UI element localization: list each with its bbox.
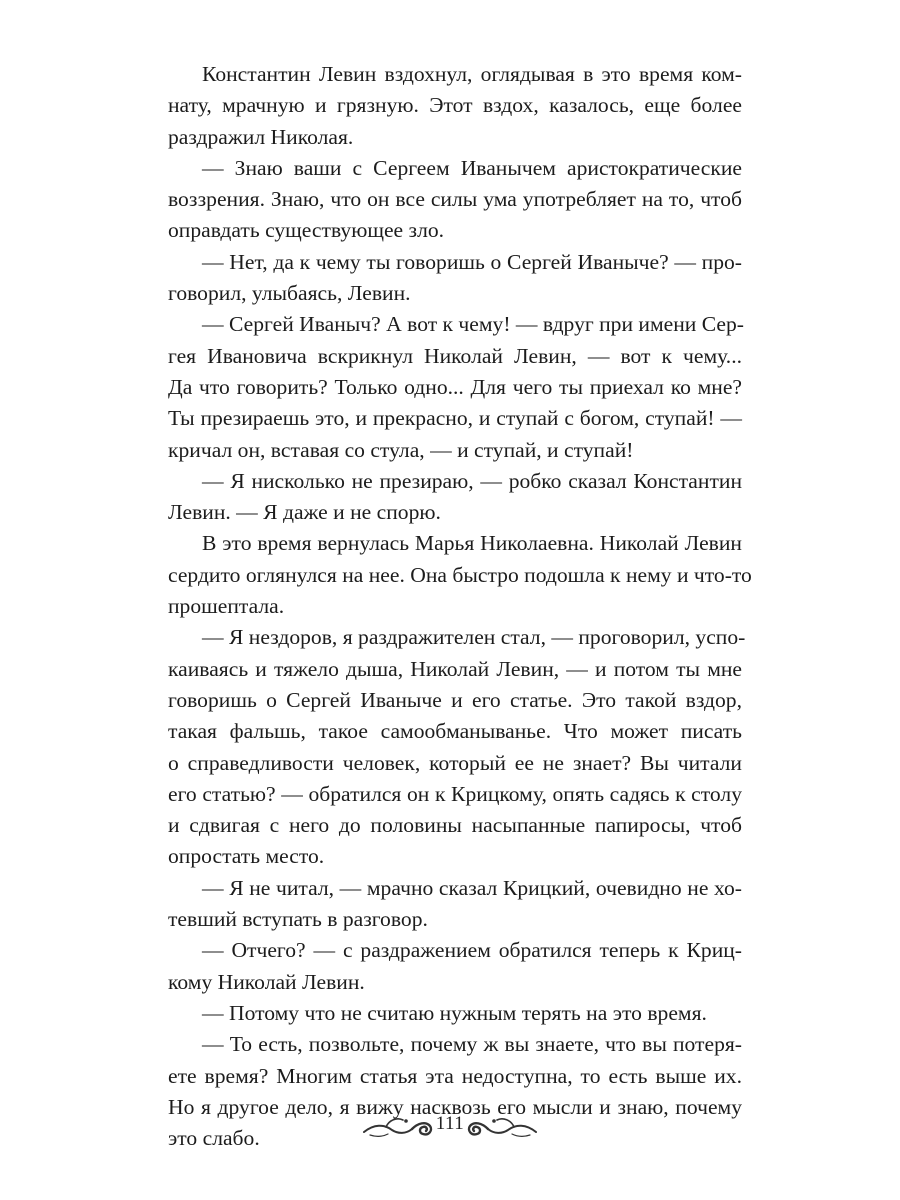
text-line: гея Ивановича вскрикнул Николай Левин, — вот к чему... xyxy=(168,343,742,368)
text-line: сердито оглянулся на нее. Она быстро подошла к нему и что-то xyxy=(168,562,752,587)
text-line: — Потому что не считаю нужным терять на это время. xyxy=(202,1000,707,1025)
text-line: говорил, улыбаясь, Левин. xyxy=(168,281,411,306)
paragraph xyxy=(168,873,742,936)
text-line: Ты презираешь это, и прекрасно, и ступай с богом, ступай! — xyxy=(168,406,742,431)
text-line: — Сергей Иваныч? А вот к чему! — вдруг при имени Сер- xyxy=(202,312,744,337)
text-line: каиваясь и тяжело дыша, Николай Левин, — и потом ты мне xyxy=(168,656,742,681)
text-line: — Я нисколько не презираю, — робко сказал Константин xyxy=(202,468,742,493)
text-line: и сдвигая с него до половины насыпанные папиросы, чтоб xyxy=(168,813,742,838)
text-line: кричал он, вставая со стула, — и ступай, и ступай! xyxy=(168,437,634,462)
paragraph xyxy=(168,466,742,529)
text-line: ете время? Многим статья эта недоступна, то есть выше их. xyxy=(168,1063,742,1088)
text-line: — Нет, да к чему ты говоришь о Сергей Иваныче? — про- xyxy=(202,249,742,274)
text-line: такая фальшь, такое самообманыванье. Что может писать xyxy=(168,719,742,744)
text-line: — Отчего? — с раздражением обратился теперь к Криц- xyxy=(202,938,742,963)
flourish-right-icon xyxy=(466,1112,538,1140)
paragraph xyxy=(168,622,746,872)
paragraph xyxy=(168,153,742,247)
text-line: кому Николай Левин. xyxy=(168,969,365,994)
text-line: — Я не читал, — мрачно сказал Крицкий, очевидно не хо- xyxy=(202,875,742,900)
text-line: В это время вернулась Марья Николаевна. Николай Левин xyxy=(202,531,742,556)
text-line: Левин. — Я даже и не спорю. xyxy=(168,500,441,525)
text-line: прошептала. xyxy=(168,594,285,619)
text-line: о справедливости человек, который ее не знает? Вы читали xyxy=(168,750,742,775)
paragraph xyxy=(168,998,742,1029)
paragraph xyxy=(168,247,742,310)
folio xyxy=(360,1106,540,1146)
text-line: его статью? — обратился он к Крицкому, опять садясь к столу xyxy=(168,781,742,806)
text-line: говоришь о Сергей Иваныче и его статье. Это такой вздор, xyxy=(168,687,742,712)
text-line: Да что говорить? Только одно... Для чего ты приехал ко мне? xyxy=(168,374,742,399)
page-number: 111 xyxy=(435,1113,465,1134)
text-line: тевший вступать в разговор. xyxy=(168,907,428,932)
text-line: опростать место. xyxy=(168,844,325,869)
text-line: это слабо. xyxy=(168,1126,260,1151)
page-footer xyxy=(0,1106,900,1146)
page-text xyxy=(168,59,752,1154)
text-line: — То есть, позвольте, почему ж вы знаете, что вы потеря- xyxy=(202,1032,742,1057)
text-line: оправдать существующее зло. xyxy=(168,218,445,243)
text-line: нату, мрачную и грязную. Этот вздох, казалось, еще более xyxy=(168,93,742,118)
text-line: Константин Левин вздохнул, оглядывая в это время ком- xyxy=(202,62,742,86)
text-line: Но я другое дело, я вижу насквозь его мысли и знаю, почему xyxy=(168,1094,742,1119)
paragraph xyxy=(168,935,742,998)
text-line: воззрения. Знаю, что он все силы ума употребляет на то, чтоб xyxy=(168,187,742,212)
paragraph xyxy=(168,309,742,465)
text-line: раздражил Николая. xyxy=(168,124,354,149)
text-line: — Я нездоров, я раздражителен стал, — проговорил, успо- xyxy=(202,625,746,650)
text-line: — Знаю ваши с Сергеем Иванычем аристократические xyxy=(202,155,742,180)
paragraph xyxy=(168,528,752,622)
paragraph xyxy=(168,59,742,153)
